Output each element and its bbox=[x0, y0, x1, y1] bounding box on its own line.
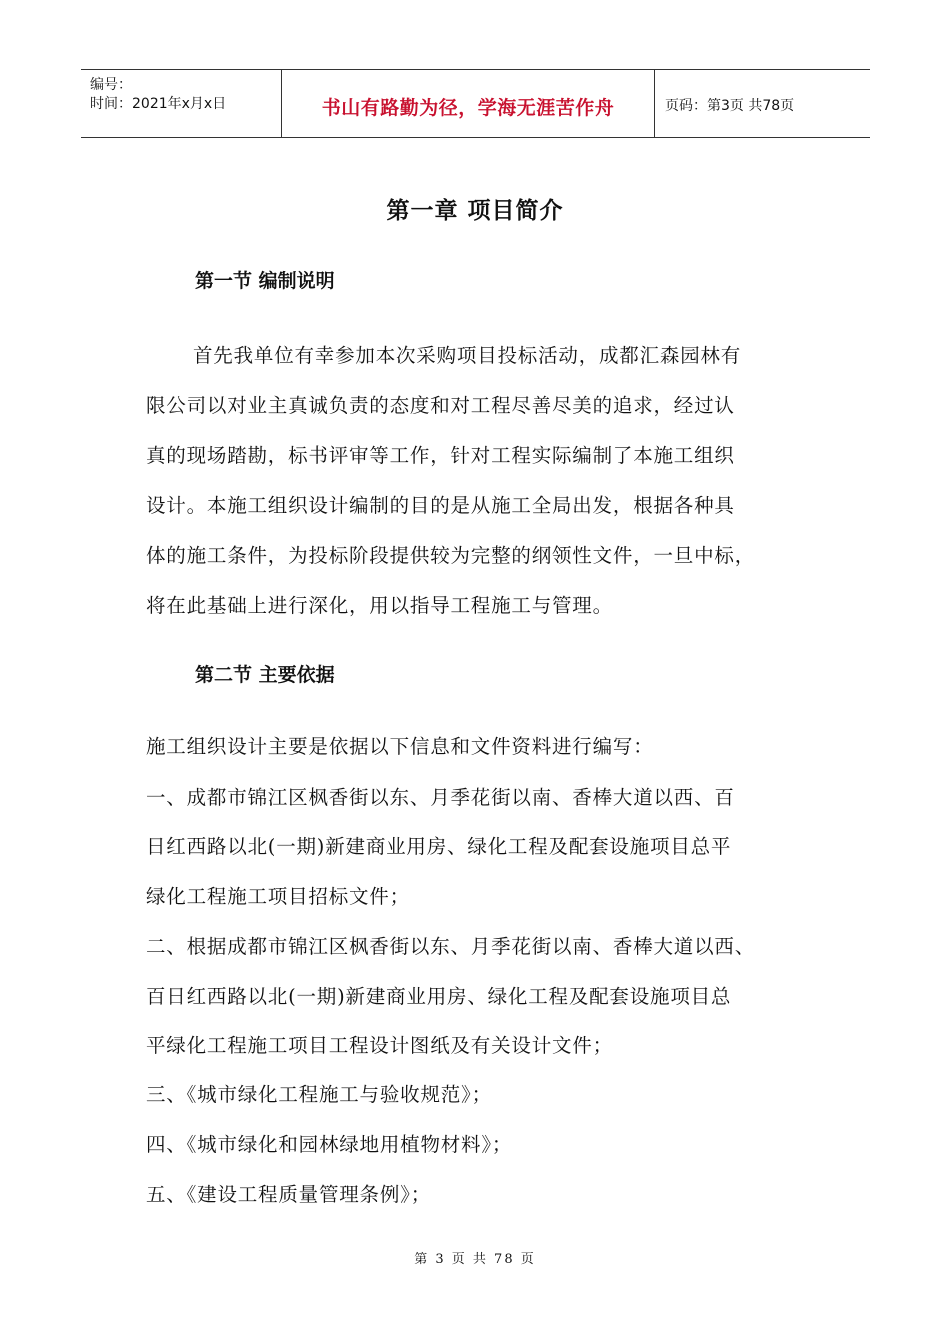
paragraph-line: 真的现场踏勘，标书评审等工作，针对工程实际编制了本施工组织 bbox=[146, 444, 735, 467]
list-item-line: 二、根据成都市锦江区枫香街以东、月季花街以南、香棒大道以西、 bbox=[146, 935, 756, 958]
header-page-info: 页码：第3页 共78页 bbox=[665, 98, 795, 114]
list-item-line: 平绿化工程施工项目工程设计图纸及有关设计文件； bbox=[146, 1034, 613, 1057]
page-header bbox=[81, 69, 870, 138]
list-item-line: 四、《城市绿化和园林绿地用植物材料》； bbox=[146, 1133, 513, 1156]
section-2-title: 第二节 主要依据 bbox=[195, 664, 335, 686]
document-date: 时间：2021年x月x日 bbox=[90, 96, 227, 112]
section-1-title: 第一节 编制说明 bbox=[195, 270, 335, 292]
paragraph-line: 体的施工条件，为投标阶段提供较为完整的纲领性文件，一旦中标， bbox=[146, 544, 756, 567]
list-item-line: 绿化工程施工项目招标文件； bbox=[146, 885, 410, 908]
header-meta-cell bbox=[81, 70, 281, 137]
list-item-line: 三、《城市绿化工程施工与验收规范》； bbox=[146, 1083, 492, 1106]
paragraph-line: 施工组织设计主要是依据以下信息和文件资料进行编写： bbox=[146, 735, 654, 758]
paragraph-line: 首先我单位有幸参加本次采购项目投标活动，成都汇森园林有 bbox=[193, 344, 742, 367]
page-footer: 第 3 页 共 78 页 bbox=[414, 1252, 536, 1267]
list-item-line: 一、成都市锦江区枫香街以东、月季花街以南、香棒大道以西、百 bbox=[146, 786, 735, 809]
header-motto-cell bbox=[281, 70, 655, 137]
header-motto: 书山有路勤为径，学海无涯苦作舟 bbox=[321, 97, 615, 119]
paragraph-line: 将在此基础上进行深化，用以指导工程施工与管理。 bbox=[146, 594, 613, 617]
chapter-title: 第一章 项目简介 bbox=[386, 198, 564, 224]
paragraph-line: 设计。本施工组织设计编制的目的是从施工全局出发，根据各种具 bbox=[146, 494, 735, 517]
document-number: 编号： bbox=[90, 77, 132, 93]
list-item-line: 五、《建设工程质量管理条例》； bbox=[146, 1183, 432, 1206]
header-page-cell bbox=[655, 70, 870, 137]
paragraph-line: 限公司以对业主真诚负责的态度和对工程尽善尽美的追求，经过认 bbox=[146, 394, 735, 417]
list-item-line: 日红西路以北(一期)新建商业用房、绿化工程及配套设施项目总平 bbox=[146, 835, 732, 858]
list-item-line: 百日红西路以北(一期)新建商业用房、绿化工程及配套设施项目总 bbox=[146, 985, 732, 1008]
